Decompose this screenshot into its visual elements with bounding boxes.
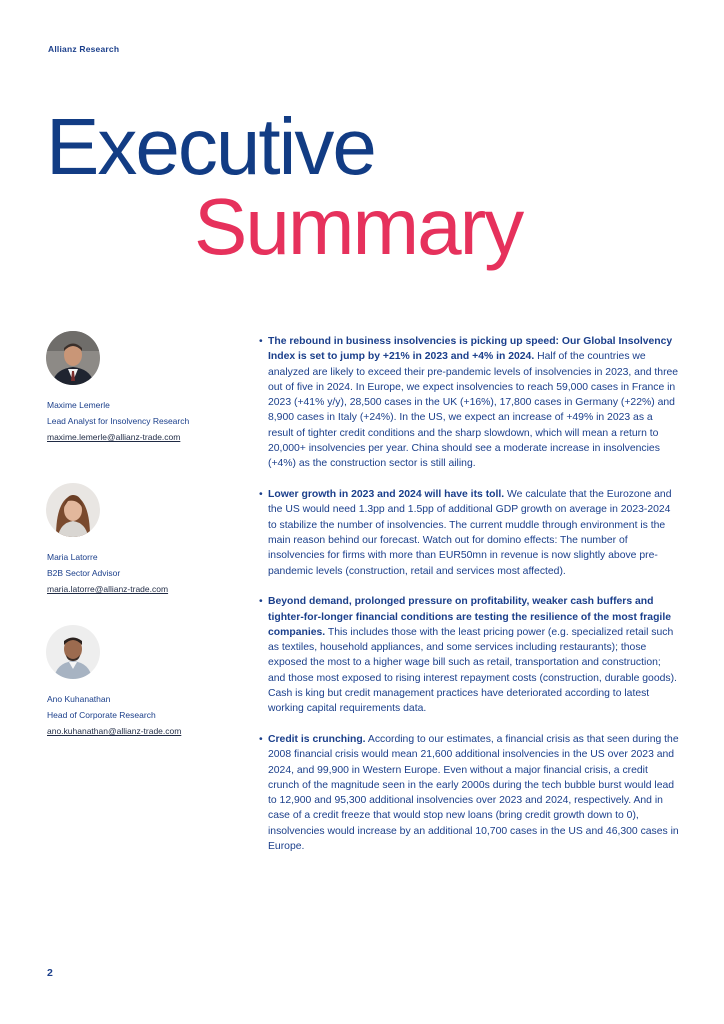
author-role: Lead Analyst for Insolvency Research xyxy=(47,416,190,426)
author-email-link[interactable]: maxime.lemerle@allianz-trade.com xyxy=(47,432,181,442)
bullet-body: We calculate that the Eurozone and the US would need 1.3pp and 1.5pp of additional GDP growth on average in 2023-2024 to stabilize the number of insolvencies. The current muddle through environment is the main reason behind our forecast. Watch out for domino effects: The number of insolvencies for firms with more than EUR50mn in revenue is now slightly above pre-pandemic levels (construction, retail and services most affected). xyxy=(268,489,672,577)
bullet-dot-icon: • xyxy=(259,336,263,347)
author-email-link[interactable]: ano.kuhanathan@allianz-trade.com xyxy=(47,726,182,736)
bullet-dot-icon: • xyxy=(259,489,263,501)
summary-bullet xyxy=(259,594,679,716)
bullet-dot-icon: • xyxy=(259,596,263,608)
summary-content xyxy=(259,334,679,870)
author-name: Maxime Lemerle xyxy=(47,400,110,410)
author-role: B2B Sector Advisor xyxy=(47,568,121,578)
bullet-lead: Beyond demand, prolonged pressure on profitability, weaker cash buffers and tighter-for-longer financial conditions are testing the resilience of the most fragile companies. xyxy=(268,596,671,638)
title-summary: Summary xyxy=(194,182,523,271)
author-email-link[interactable]: maria.latorre@allianz-trade.com xyxy=(47,584,169,594)
bullet-lead: Credit is crunching. xyxy=(268,734,366,745)
summary-bullet xyxy=(259,732,679,854)
title-executive: Executive xyxy=(46,102,375,191)
bullet-lead: Lower growth in 2023 and 2024 will have its toll. xyxy=(268,489,505,501)
summary-bullet xyxy=(259,487,679,579)
bullet-body: According to our estimates, a financial crisis as that seen during the 2008 financial crisis would mean 21,600 additional insolvencies in the US over 2023 and 2024, and 99,900 in Western Europe. Even without a major financial crisis, a credit crunch of the magnitude seen in the early 2000s during the tech bubble burst would lead to 12,900 and 95,300 additional insolvencies over 2023 and 2024, respectively. And in case of a credit freeze that would stop new loans (bring credit growth down to 0), insolvencies would increase by an additional 10,700 cases in the US and 46,300 cases in Europe. xyxy=(268,734,679,853)
author-card xyxy=(47,625,247,739)
author-card xyxy=(47,483,247,597)
author-name: Ano Kuhanathan xyxy=(47,694,111,704)
bullet-body: This includes those with the least pricing power (e.g. specialized retail such as textiles, household appliances, and some services including restaurants); those exposed the most to a higher wage bill such as retail, transportation and construction; and those most exposed to rising interest repayment costs (construction, durable goods). Cash is king but credit management practices have deteriorated according to latest working capital requirements data. xyxy=(268,626,677,715)
avatar xyxy=(46,331,100,385)
brand-label: Allianz Research xyxy=(48,44,120,54)
avatar xyxy=(46,625,100,679)
summary-bullet xyxy=(259,334,679,472)
bullet-body: Half of the countries we analyzed are likely to exceed their pre-pandemic levels of insolvencies in 2023, and three out of five in 2024. In Europe, we expect insolvencies to reach 59,000 cases in France in 2023 (+41% y/y), 28,500 cases in the UK (+16%), 17,800 cases in Germany (+22%) and 8,900 cases in Italy (+24%). In the US, we expect an increase of +49% in 2023 as a result of tighter credit conditions and the sharp slowdown, which will mean a return to 20,000+ insolvencies per year. China should see a moderate increase in insolvencies (+4%) as the construction sector is still ailing. xyxy=(268,351,679,470)
author-role: Head of Corporate Research xyxy=(47,710,156,720)
avatar xyxy=(46,483,100,537)
author-card xyxy=(47,331,247,445)
bullet-lead: The rebound in business insolvencies is picking up speed: Our Global Insolvency Index is set to jump by +21% in 2023 and +4% in 2024. xyxy=(268,336,673,363)
bullet-dot-icon: • xyxy=(259,734,263,745)
author-name: Maria Latorre xyxy=(47,552,98,562)
page-number: 2 xyxy=(47,967,53,979)
